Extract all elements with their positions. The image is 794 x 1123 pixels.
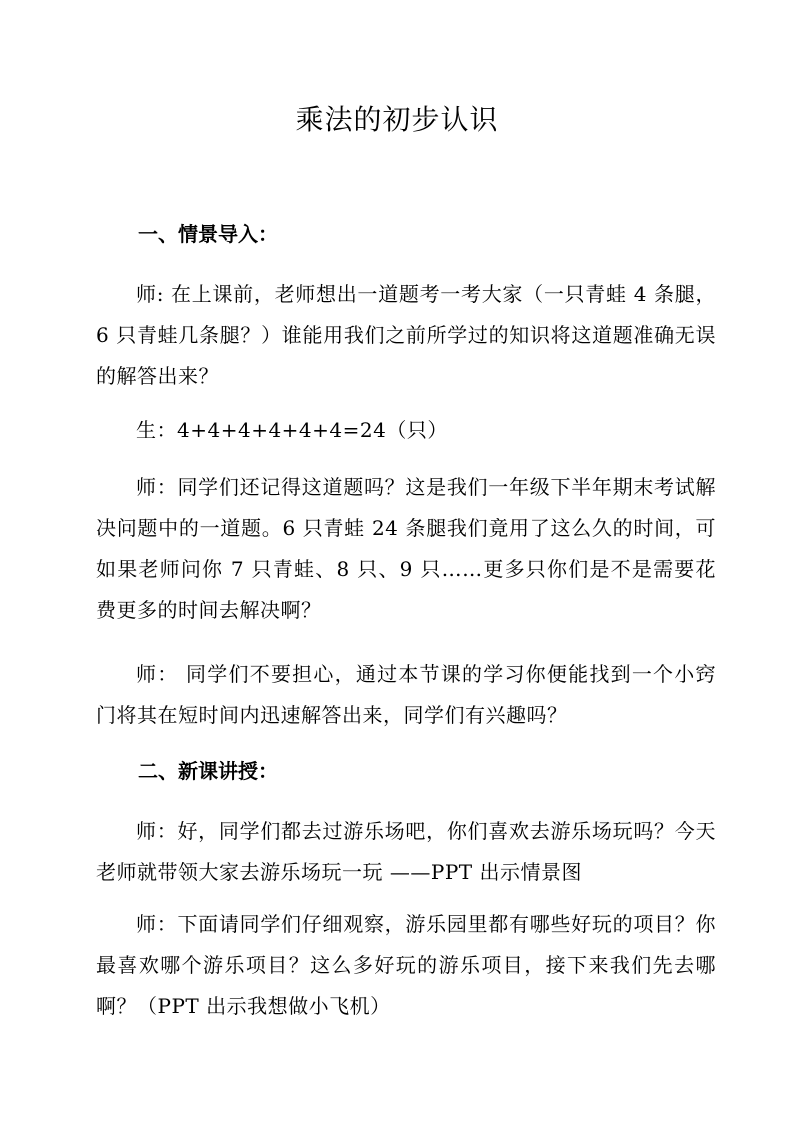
section-heading-situation: 一、情景导入：	[138, 222, 278, 246]
paragraph-teacher-reassure: 师： 同学们不要担心，通过本节课的学习你便能找到一个小窍门将其在短时间内迅速解答出来，同学们有兴趣吗？	[96, 662, 716, 727]
page-title: 乘法的初步认识	[295, 103, 499, 136]
paragraph-teacher-playground: 师：好，同学们都去过游乐场吧，你们喜欢去游乐场玩吗？今天老师就带领大家去游乐场玩一玩 ——PPT 出示情景图	[96, 819, 716, 884]
paragraph-student-answer: 生：4+4+4+4+4+4=24（只）	[136, 418, 448, 442]
paragraph-teacher-recall: 师：同学们还记得这道题吗？这是我们一年级下半年期末考试解决问题中的一道题。6 只青蛙 24 条腿我们竟用了这么久的时间，可如果老师问你 7 只青蛙、8 只、9 只……更多只你们是不是需要花费更多的时间去解决啊？	[96, 475, 716, 622]
paragraph-teacher-question: 师: 在上课前，老师想出一道题考一考大家（一只青蛙 4 条腿，6 只青蛙几条腿？）谁能用我们之前所学过的知识将这道题准确无误的解答出来？	[96, 282, 716, 388]
paragraph-teacher-observe: 师：下面请同学们仔细观察，游乐园里都有哪些好玩的项目？你最喜欢哪个游乐项目？这么多好玩的游乐项目，接下来我们先去哪啊？（PPT 出示我想做小飞机）	[96, 912, 716, 1018]
section-heading-new-lesson: 二、新课讲授：	[138, 759, 278, 783]
